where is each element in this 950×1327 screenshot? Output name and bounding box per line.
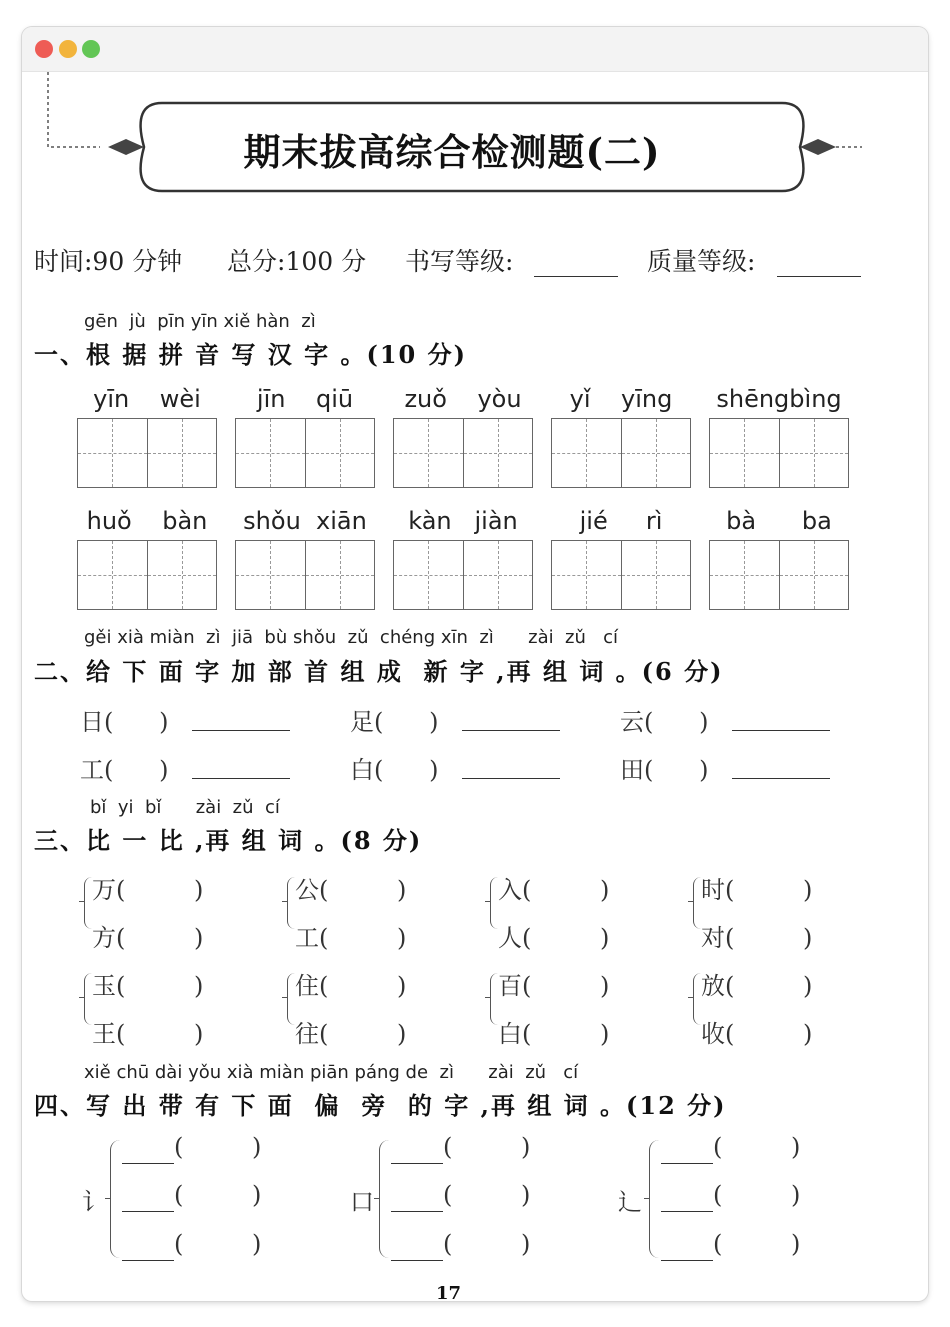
writing-grade-label: 书写等级: [405, 247, 514, 276]
compare-item: 住( ) [295, 972, 407, 1000]
word-paren: ( ) [713, 1133, 801, 1161]
compare-item: 方( ) [92, 924, 204, 952]
writing-grid[interactable] [393, 418, 533, 488]
close-window-button[interactable] [35, 40, 53, 58]
answer-blank[interactable] [462, 730, 560, 731]
document-window [22, 27, 928, 1301]
radical-item: 白( ) [350, 756, 439, 784]
exam-title: 期末拔高综合检测题(二) [243, 130, 661, 174]
section4-heading: 四、写 出 带 有 下 面 偏 旁 的 字 ,再 组 词 。(12 分) [34, 1091, 727, 1120]
writing-grid[interactable] [709, 418, 849, 488]
answer-blank[interactable] [122, 1211, 174, 1212]
brace [649, 1140, 662, 1258]
answer-blank[interactable] [192, 778, 290, 779]
time-label: 时间:90 分钟 [34, 247, 183, 276]
window-titlebar [22, 27, 928, 72]
writing-grid[interactable] [551, 540, 691, 610]
answer-blank[interactable] [661, 1211, 713, 1212]
minimize-window-button[interactable] [59, 40, 77, 58]
word-paren: ( ) [713, 1181, 801, 1209]
section4-pinyin: xiě chū dài yǒu xià miàn piān páng de zì zài zǔ cí [84, 1062, 579, 1083]
answer-blank[interactable] [462, 778, 560, 779]
writing-grid[interactable] [235, 540, 375, 610]
compare-item: 收( ) [701, 1020, 813, 1048]
writing-grid[interactable] [393, 540, 533, 610]
pinyin-label: zuǒ yòu [404, 385, 522, 413]
compare-item: 百( ) [498, 972, 610, 1000]
radical-label: 讠 [82, 1188, 106, 1216]
answer-blank[interactable] [391, 1211, 443, 1212]
answer-blank[interactable] [391, 1260, 443, 1261]
radical-label: 口 [350, 1188, 374, 1216]
answer-blank[interactable] [391, 1163, 443, 1164]
pinyin-label: jīn qiū [256, 385, 354, 413]
pinyin-label: huǒ bàn [86, 507, 208, 535]
word-paren: ( ) [443, 1181, 531, 1209]
section1-pinyin: gēn jù pīn yīn xiě hàn zì [84, 311, 316, 332]
writing-grid[interactable] [77, 418, 217, 488]
pinyin-label: shēngbìng [716, 385, 842, 413]
answer-blank[interactable] [122, 1163, 174, 1164]
writing-grade-blank[interactable] [534, 276, 618, 277]
compare-item: 玉( ) [92, 972, 204, 1000]
compare-item: 人( ) [498, 924, 610, 952]
answer-blank[interactable] [122, 1260, 174, 1261]
page-number: 17 [436, 1283, 462, 1301]
compare-item: 白( ) [498, 1020, 610, 1048]
pinyin-label: bà ba [726, 507, 832, 535]
answer-blank[interactable] [661, 1163, 713, 1164]
radical-label: 辶 [618, 1188, 642, 1216]
pinyin-label: kàn jiàn [408, 507, 518, 535]
radical-item: 日( ) [80, 708, 169, 736]
pinyin-label: jié rì [579, 507, 663, 535]
word-paren: ( ) [713, 1230, 801, 1258]
section2-pinyin: gěi xià miàn zì jiā bù shǒu zǔ chéng xīn zì zài zǔ cí [84, 627, 618, 648]
radical-item: 云( ) [620, 708, 709, 736]
compare-item: 公( ) [295, 876, 407, 904]
compare-item: 往( ) [295, 1020, 407, 1048]
brace [110, 1140, 123, 1258]
word-paren: ( ) [174, 1181, 262, 1209]
writing-grid[interactable] [77, 540, 217, 610]
quality-grade-blank[interactable] [777, 276, 861, 277]
pinyin-label: yǐ yīng [569, 385, 673, 413]
compare-item: 工( ) [295, 924, 407, 952]
section2-heading: 二、给 下 面 字 加 部 首 组 成 新 字 ,再 组 词 。(6 分) [34, 657, 724, 686]
maximize-window-button[interactable] [82, 40, 100, 58]
writing-grid[interactable] [235, 418, 375, 488]
writing-grid[interactable] [551, 418, 691, 488]
answer-blank[interactable] [732, 778, 830, 779]
word-paren: ( ) [443, 1133, 531, 1161]
answer-blank[interactable] [661, 1260, 713, 1261]
compare-item: 时( ) [701, 876, 813, 904]
quality-grade-label: 质量等级: [647, 247, 756, 276]
radical-item: 田( ) [620, 756, 709, 784]
word-paren: ( ) [443, 1230, 531, 1258]
pinyin-label: yīn wèi [93, 385, 201, 413]
section3-pinyin: bǐ yi bǐ zài zǔ cí [90, 797, 280, 818]
writing-grid[interactable] [709, 540, 849, 610]
compare-item: 入( ) [498, 876, 610, 904]
compare-item: 万( ) [92, 876, 204, 904]
brace [379, 1140, 392, 1258]
radical-item: 足( ) [350, 708, 439, 736]
answer-blank[interactable] [192, 730, 290, 731]
word-paren: ( ) [174, 1133, 262, 1161]
section1-heading: 一、根 据 拼 音 写 汉 字 。(10 分) [34, 340, 467, 369]
compare-item: 放( ) [701, 972, 813, 1000]
compare-item: 对( ) [701, 924, 813, 952]
section3-heading: 三、比 一 比 ,再 组 词 。(8 分) [34, 826, 423, 855]
pinyin-label: shǒu xiān [243, 507, 367, 535]
compare-item: 王( ) [92, 1020, 204, 1048]
total-score-label: 总分:100 分 [227, 247, 367, 276]
answer-blank[interactable] [732, 730, 830, 731]
word-paren: ( ) [174, 1230, 262, 1258]
radical-item: 工( ) [80, 756, 169, 784]
